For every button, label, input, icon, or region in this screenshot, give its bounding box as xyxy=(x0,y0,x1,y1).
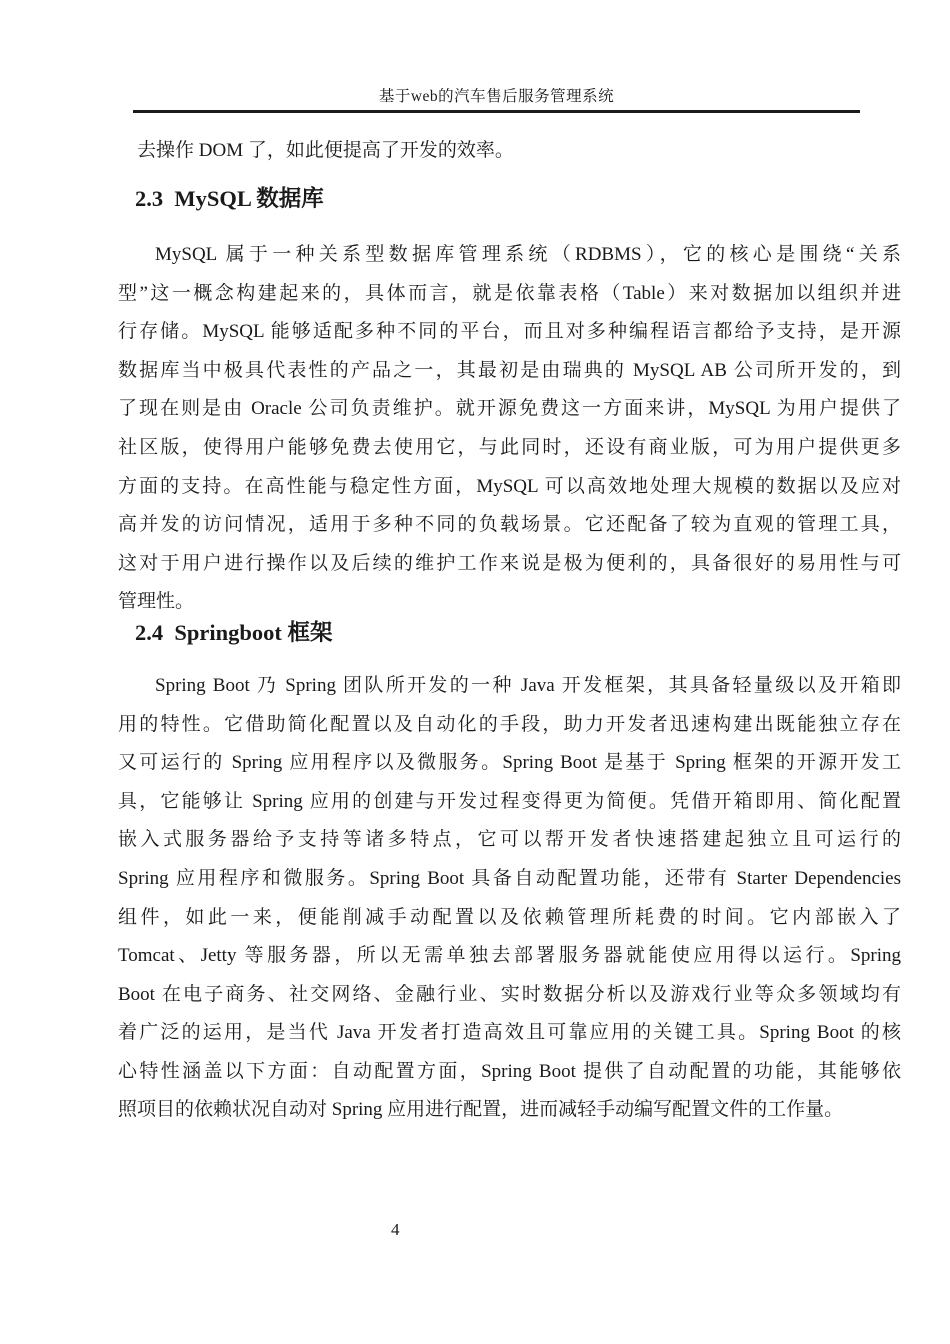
body-line: MySQL 属于一种关系型数据库管理系统（RDBMS），它的核心是围绕“关系 xyxy=(155,244,901,265)
paragraph-mysql xyxy=(118,236,901,622)
body-line: 数据库当中极具代表性的产品之一，其最初是由瑞典的 MySQL AB 公司所开发的，到 xyxy=(118,359,901,381)
intro-line: 去操作 DOM 了，如此便提高了开发的效率。 xyxy=(137,140,514,161)
body-line: 行存储。MySQL 能够适配多种不同的平台，而且对多种编程语言都给予支持，是开源 xyxy=(118,321,901,343)
section-heading-2-3: 2.3 MySQL 数据库 xyxy=(135,186,324,211)
body-line: 这对于用户进行操作以及后续的维护工作来说是极为便利的，具备很好的易用性与可 xyxy=(118,552,901,574)
body-line: Spring Boot 乃 Spring 团队所开发的一种 Java 开发框架，其具备轻量级以及开箱即 xyxy=(155,674,901,696)
header-title: 基于web的汽车售后服务管理系统 xyxy=(378,88,615,105)
page-content xyxy=(118,137,901,1130)
body-line: 具，它能够让 Spring 应用的创建与开发过程变得更为简便。凭借开箱即用、简化配置 xyxy=(118,790,901,812)
body-line: 管理性。 xyxy=(118,591,195,613)
page-number: 4 xyxy=(391,1220,400,1239)
body-line: 嵌入式服务器给予支持等诸多特点，它可以帮开发者快速搭建起独立且可运行的 xyxy=(118,829,901,851)
body-line: 方面的支持。在高性能与稳定性方面，MySQL 可以高效地处理大规模的数据以及应对 xyxy=(118,475,901,497)
body-line: 型”这一概念构建起来的，具体而言，就是依靠表格（Table）来对数据加以组织并进 xyxy=(118,282,901,304)
body-line: 心特性涵盖以下方面：自动配置方面，Spring Boot 提供了自动配置的功能，其能够依 xyxy=(118,1060,901,1082)
body-line: 用的特性。它借助简化配置以及自动化的手段，助力开发者迅速构建出既能独立存在 xyxy=(118,713,901,735)
section-heading-2-4: 2.4 Springboot 框架 xyxy=(135,619,333,645)
body-line: Tomcat、Jetty 等服务器，所以无需单独去部署服务器就能使应用得以运行。Spring xyxy=(118,945,901,967)
page-header xyxy=(133,84,860,106)
body-line: 高并发的访问情况，适用于多种不同的负载场景。它还配备了较为直观的管理工具， xyxy=(118,514,901,536)
paragraph-springboot xyxy=(118,667,901,1130)
body-line: 又可运行的 Spring 应用程序以及微服务。Spring Boot 是基于 Spring 框架的开源开发工 xyxy=(118,752,901,774)
body-line: Boot 在电子商务、社交网络、金融行业、实时数据分析以及游戏行业等众多领域均有 xyxy=(118,983,901,1005)
header-rule xyxy=(133,110,860,113)
body-line: 组件，如此一来，便能削减手动配置以及依赖管理所耗费的时间。它内部嵌入了 xyxy=(118,906,901,928)
body-line: 社区版，使得用户能够免费去使用它，与此同时，还设有商业版，可为用户提供更多 xyxy=(118,436,901,458)
body-line: 了现在则是由 Oracle 公司负责维护。就开源免费这一方面来讲，MySQL 为用户提供了 xyxy=(118,398,901,420)
body-line: 照项目的依赖状况自动对 Spring 应用进行配置，进而减轻手动编写配置文件的工作量。 xyxy=(118,1099,844,1121)
body-line: Spring 应用程序和微服务。Spring Boot 具备自动配置功能，还带有 Starter Dependencies xyxy=(118,867,901,889)
body-line: 着广泛的运用，是当代 Java 开发者打造高效且可靠应用的关键工具。Spring Boot 的核 xyxy=(118,1022,901,1044)
